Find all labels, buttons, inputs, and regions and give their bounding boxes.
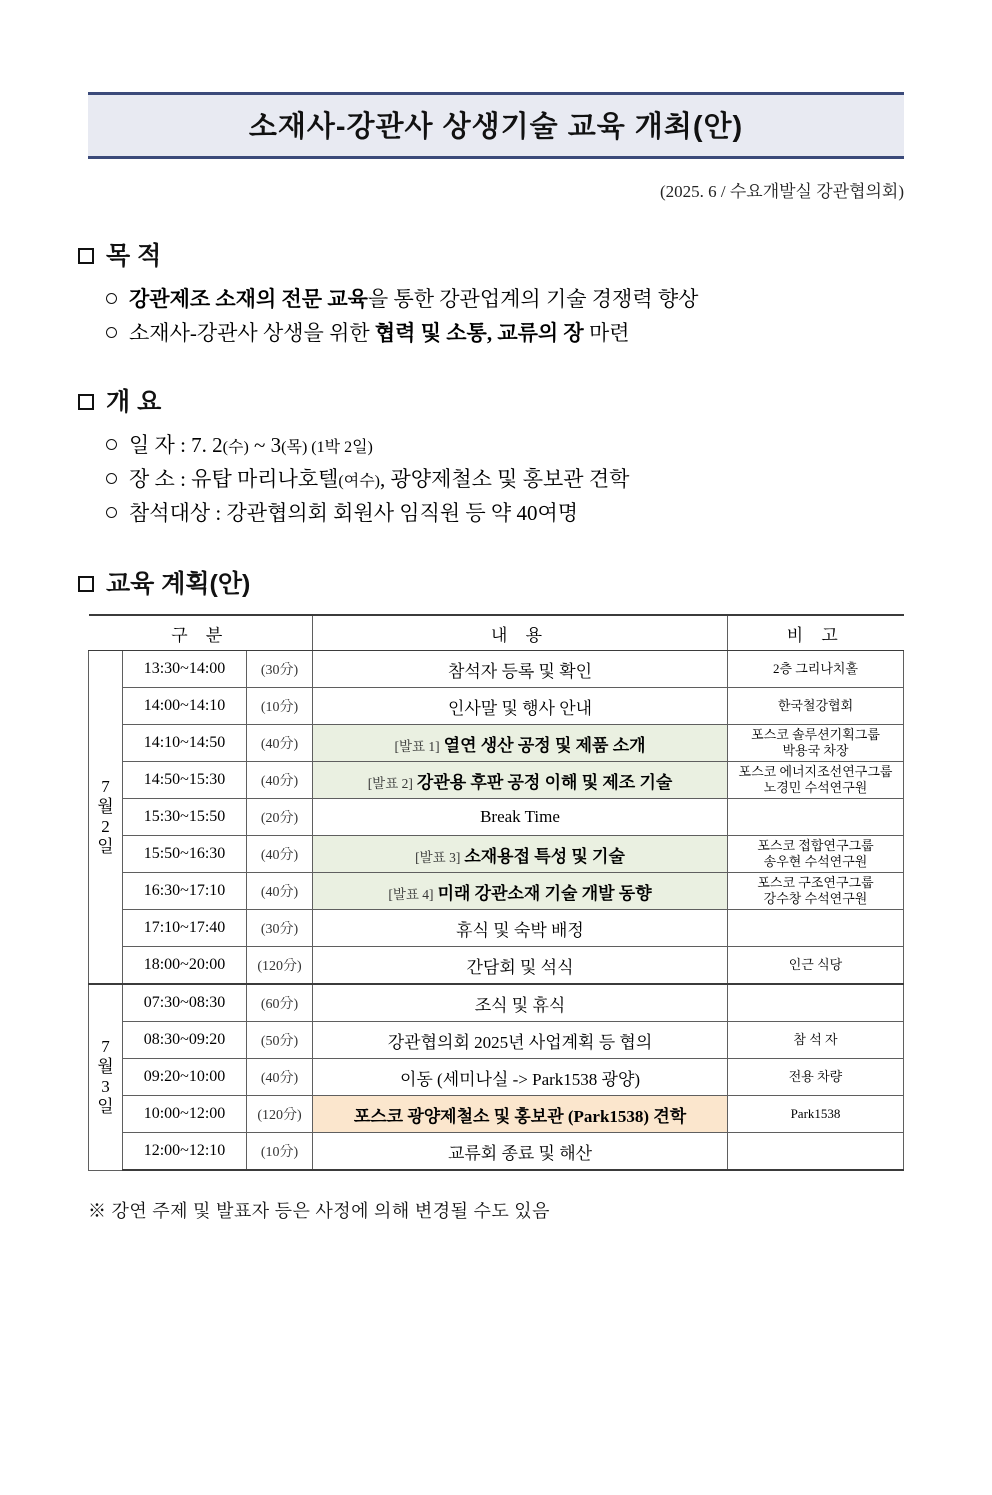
purpose-item-2-rest: 마련	[583, 321, 630, 346]
square-bullet-icon	[78, 248, 94, 264]
duration-cell: (30分)	[247, 910, 313, 947]
overview-item-1-small2: (목)	[281, 439, 308, 457]
time-cell: 09:20~10:00	[123, 1059, 247, 1096]
column-header-content: 내 용	[313, 615, 728, 651]
overview-item-3-label: 참석대상	[129, 501, 211, 526]
list-item	[106, 282, 914, 316]
time-cell: 18:00~20:00	[123, 947, 247, 985]
duration-cell: (30分)	[247, 651, 313, 688]
note-cell: 인근 식당	[728, 947, 904, 985]
duration-cell: (60分)	[247, 984, 313, 1022]
table-row	[89, 947, 904, 985]
overview-item-1-value: : 7. 2	[174, 433, 223, 458]
section-overview	[78, 382, 914, 530]
section-schedule-heading	[78, 564, 914, 600]
time-cell: 15:50~16:30	[123, 836, 247, 873]
duration-cell: (120分)	[247, 947, 313, 985]
schedule-table-wrap	[88, 614, 904, 1171]
table-row	[89, 799, 904, 836]
duration-cell: (10分)	[247, 688, 313, 725]
circle-bullet-icon	[106, 507, 117, 518]
purpose-item-1-strong: 강관제조 소재의 전문 교육	[129, 287, 368, 311]
note-cell	[728, 799, 904, 836]
section-schedule	[78, 564, 914, 600]
content-cell: 조식 및 휴식	[313, 984, 728, 1022]
purpose-item-2-pre: 소재사-강관사 상생을 위한	[129, 321, 375, 346]
section-overview-title: 개 요	[106, 388, 162, 417]
table-row	[89, 1022, 904, 1059]
table-row	[89, 1133, 904, 1171]
document-subtitle: (2025. 6 / 수요개발실 강관협의회)	[659, 182, 904, 201]
day-label-cell: 7 월 2 일	[89, 651, 123, 985]
note-cell: 한국철강협회	[728, 688, 904, 725]
overview-item-2-small1: (여수)	[338, 473, 380, 491]
overview-item-1-tail: (1박 2일)	[307, 439, 373, 457]
section-overview-heading	[78, 382, 914, 418]
content-cell: [발표 4] 미래 강관소재 기술 개발 동향	[313, 873, 728, 910]
section-purpose-title: 목 적	[106, 242, 162, 270]
table-row	[89, 651, 904, 688]
content-cell: 포스코 광양제철소 및 홍보관 (Park1538) 견학	[313, 1096, 728, 1133]
duration-cell: (40分)	[247, 762, 313, 799]
circle-bullet-icon	[106, 439, 117, 450]
time-cell: 14:00~14:10	[123, 688, 247, 725]
duration-cell: (120分)	[247, 1096, 313, 1133]
content-cell: [발표 3] 소재용접 특성 및 기술	[313, 836, 728, 873]
table-row	[89, 836, 904, 873]
note-cell: 전용 차량	[728, 1059, 904, 1096]
content-cell: 간담회 및 석식	[313, 947, 728, 985]
note-cell: 포스코 구조연구그룹 강수창 수석연구원	[728, 873, 904, 910]
section-overview-items	[106, 428, 914, 530]
note-cell: 2층 그리나치홀	[728, 651, 904, 688]
square-bullet-icon	[78, 394, 94, 410]
overview-item-2-value: : 유탑 마리나호텔	[174, 467, 339, 492]
overview-item-2-tail: , 광양제철소 및 홍보관 견학	[380, 467, 630, 492]
table-row	[89, 762, 904, 799]
note-cell	[728, 910, 904, 947]
square-bullet-icon	[78, 576, 94, 592]
circle-bullet-icon	[106, 473, 117, 484]
content-cell: Break Time	[313, 799, 728, 836]
table-row	[89, 1096, 904, 1133]
time-cell: 07:30~08:30	[123, 984, 247, 1022]
duration-cell: (10分)	[247, 1133, 313, 1171]
content-cell: 인사말 및 행사 안내	[313, 688, 728, 725]
schedule-table-head	[89, 615, 904, 651]
list-item	[106, 462, 914, 496]
content-cell: 휴식 및 숙박 배정	[313, 910, 728, 947]
document-title-banner	[88, 92, 904, 159]
content-cell: 교류회 종료 및 해산	[313, 1133, 728, 1171]
document-page	[0, 92, 992, 1495]
note-cell: 포스코 에너지조선연구그룹 노경민 수석연구원	[728, 762, 904, 799]
note-cell: 참 석 자	[728, 1022, 904, 1059]
table-row	[89, 984, 904, 1022]
duration-cell: (40分)	[247, 1059, 313, 1096]
circle-bullet-icon	[106, 327, 117, 338]
duration-cell: (40分)	[247, 873, 313, 910]
content-cell: 참석자 등록 및 확인	[313, 651, 728, 688]
list-item	[106, 316, 914, 350]
column-header-note: 비 고	[728, 615, 904, 651]
note-cell: 포스코 접합연구그룹 송우현 수석연구원	[728, 836, 904, 873]
column-header-division: 구 분	[89, 615, 313, 651]
page-title: 소재사-강관사 상생기술 교육 개최(안)	[248, 111, 744, 143]
duration-cell: (40分)	[247, 836, 313, 873]
time-cell: 13:30~14:00	[123, 651, 247, 688]
footnote: ※ 강연 주제 및 발표자 등은 사정에 의해 변경될 수도 있음	[88, 1201, 551, 1222]
time-cell: 14:10~14:50	[123, 725, 247, 762]
time-cell: 10:00~12:00	[123, 1096, 247, 1133]
list-item	[106, 428, 914, 462]
note-cell	[728, 984, 904, 1022]
table-row	[89, 688, 904, 725]
time-cell: 15:30~15:50	[123, 799, 247, 836]
purpose-item-1-rest: 을 통한 강관업계의 기술 경쟁력 향상	[367, 287, 699, 311]
content-cell: 이동 (세미나실 -> Park1538 광양)	[313, 1059, 728, 1096]
schedule-table-body	[89, 651, 904, 1171]
time-cell: 12:00~12:10	[123, 1133, 247, 1171]
table-header-row	[89, 615, 904, 651]
note-cell: 포스코 솔루션기획그룹 박용국 차장	[728, 725, 904, 762]
overview-item-1-small1: (수)	[222, 439, 249, 457]
time-cell: 16:30~17:10	[123, 873, 247, 910]
duration-cell: (20分)	[247, 799, 313, 836]
schedule-table	[88, 614, 904, 1171]
purpose-item-2-strong: 협력 및 소통, 교류의 장	[374, 321, 584, 346]
time-cell: 14:50~15:30	[123, 762, 247, 799]
overview-item-2-label: 장 소	[129, 467, 175, 492]
section-purpose	[78, 236, 914, 350]
table-row	[89, 1059, 904, 1096]
circle-bullet-icon	[106, 293, 117, 304]
table-row	[89, 910, 904, 947]
list-item	[106, 496, 914, 530]
duration-cell: (40分)	[247, 725, 313, 762]
time-cell: 17:10~17:40	[123, 910, 247, 947]
table-row	[89, 873, 904, 910]
note-cell	[728, 1133, 904, 1171]
duration-cell: (50分)	[247, 1022, 313, 1059]
content-cell: [발표 2] 강관용 후판 공정 이해 및 제조 기술	[313, 762, 728, 799]
section-purpose-items	[106, 282, 914, 350]
section-purpose-heading	[78, 236, 914, 272]
time-cell: 08:30~09:20	[123, 1022, 247, 1059]
content-cell: [발표 1] 열연 생산 공정 및 제품 소개	[313, 725, 728, 762]
overview-item-1-label: 일 자	[129, 433, 175, 458]
table-row	[89, 725, 904, 762]
section-schedule-title: 교육 계획(안)	[106, 570, 251, 599]
overview-item-1-mid: ~ 3	[248, 433, 282, 458]
note-cell: Park1538	[728, 1096, 904, 1133]
overview-item-3-value: : 강관협의회 회원사 임직원 등 약 40여명	[210, 501, 579, 526]
content-cell: 강관협의회 2025년 사업계획 등 협의	[313, 1022, 728, 1059]
day-label-cell: 7 월 3 일	[89, 984, 123, 1170]
